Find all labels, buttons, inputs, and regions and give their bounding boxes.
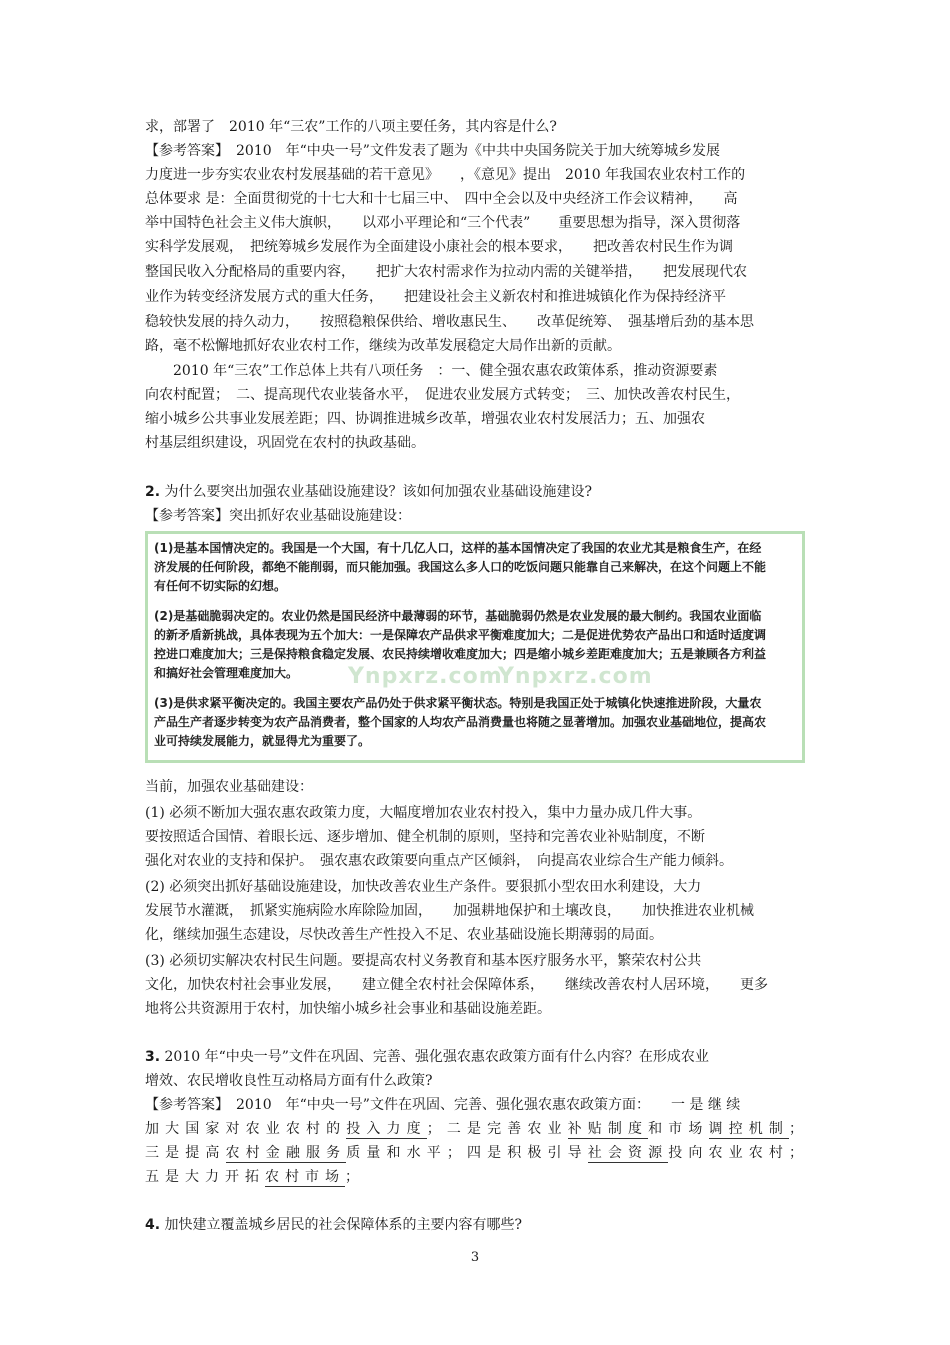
- q3-question: [145, 1046, 805, 1068]
- page-number: 3: [470, 1250, 480, 1265]
- q3-text: 五是大力开拓: [145, 1169, 265, 1185]
- q3-text: 三是提高: [145, 1145, 226, 1161]
- q2-question-text: 为什么要突出加强农业基础设施建设？该如何加强农业基础设施建设?: [164, 484, 593, 500]
- q1-answer-line: 实科学发展观， 把统筹城乡发展作为全面建设小康社会的根本要求， 把改善农村民生作为调: [145, 239, 733, 255]
- q4-number: 4.: [145, 1217, 161, 1233]
- watermark: Ynpxrz.com: [348, 664, 503, 689]
- q2-measure-3-line: (3) 必须切实解决农村民生问题。要提高农村义务教育和基本医疗服务水平，繁荣农村公共: [145, 953, 702, 969]
- q3-text: 投向农业农村；: [668, 1145, 805, 1161]
- q2-now-heading: 当前，加强农业基础建设：: [145, 779, 313, 795]
- q2-measure-2-line: (2) 必须突出抓好基础设施建设，加快改善农业生产条件。要狠抓小型农田水利建设，大力: [145, 879, 702, 895]
- scan-paragraph-1-line: 有任何不切实际的幻想。: [154, 579, 287, 593]
- q1-tasks-line: 村基层组织建设，巩固党在农村的执政基础。: [145, 435, 425, 451]
- scan-paragraph-2-line: (2)是基础脆弱决定的。农业仍然是国民经济中最薄弱的环节，基础脆弱仍然是农业发展的最大制约。我国农业面临: [154, 609, 762, 623]
- q3-underlined-term: 社会资源: [587, 1145, 669, 1161]
- q3-question-line: 增效、农民增收良性互动格局方面有什么政策?: [145, 1073, 433, 1089]
- q2-number: 2.: [145, 484, 161, 500]
- q2-measure-3-line: 地将公共资源用于农村，加快缩小城乡社会事业和基础设施差距。: [145, 1001, 551, 1017]
- q1-tasks-line: 缩小城乡公共事业发展差距；四、协调推进城乡改革，增强农业农村发展活力；五、加强农: [145, 411, 705, 427]
- q2-measure-2-line: 化，继续加强生态建设，尽快改善生产性投入不足、农业基础设施长期薄弱的局面。: [145, 927, 663, 943]
- q1-answer-line: 力度进一步夯实农业农村发展基础的若干意见》 ，《意见》提出 2010 年我国农业农村工作的: [145, 167, 746, 183]
- q3-text: ；: [345, 1169, 365, 1185]
- q1-question-tail: 求，部署了 2010 年“三农”工作的八项主要任务，其内容是什么?: [145, 119, 557, 135]
- q3-underlined-term: 调控机制: [708, 1121, 789, 1137]
- q1-answer-line: 路，毫不松懈地抓好农业农村工作，继续为改革发展稳定大局作出新的贡献。: [145, 338, 621, 354]
- q3-answer-line: [145, 1142, 805, 1164]
- q1-answer-line: 稳较快发展的持久动力， 按照稳粮保供给、增收惠民生、 改革促统筹、 强基增后劲的基本思: [145, 314, 754, 330]
- q3-underlined-term: 补贴制度: [567, 1121, 649, 1137]
- scan-paragraph-1-line: 济发展的任何阶段，都绝不能削弱，而只能加强。我国这么多人口的吃饭问题只能靠自己来解决，在这个问题上不能: [154, 560, 767, 574]
- scan-paragraph-2-line: 控进口难度加大；三是保持粮食稳定发展、农民持续增收难度加大；四是缩小城乡差距难度加大；五是兼顾各方利益: [154, 647, 767, 661]
- q4-question-text: 加快建立覆盖城乡居民的社会保障体系的主要内容有哪些?: [164, 1217, 523, 1233]
- q4-question: [145, 1214, 805, 1236]
- q3-text: ；: [789, 1121, 805, 1137]
- q1-answer-line: 业作为转变经济发展方式的重大任务， 把建设社会主义新农村和推进城镇化作为保持经济平: [145, 289, 726, 305]
- q3-answer-line: [145, 1166, 805, 1188]
- q3-underlined-term: 农村金融服务: [225, 1145, 347, 1161]
- q1-tasks-line: 向农村配置； 二、提高现代农业装备水平， 促进农业发展方式转变； 三、加快改善农村民生，: [145, 387, 740, 403]
- q3-answer-line: [145, 1118, 805, 1140]
- q1-answer-line: 【参考答案】 2010 年“中央一号”文件发表了题为《中共中央国务院关于加大统筹城乡发展: [145, 143, 720, 159]
- scan-paragraph-2-line: 的新矛盾新挑战，具体表现为五个加大：一是保障农产品供求平衡难度加大；二是促进优势农产品出口和适时适度调: [154, 628, 767, 642]
- q1-answer-line: 整国民收入分配格局的重要内容， 把扩大农村需求作为拉动内需的关键举措， 把发展现代农: [145, 264, 747, 280]
- scan-paragraph-2-line: 和搞好社会管理难度加大。: [154, 666, 299, 680]
- q1-answer-line: 总体要求 是：全面贯彻党的十七大和十七届三中、 四中全会以及中央经济工作会议精神， 高: [145, 191, 738, 207]
- q3-text: 质量和水平；四是积极引导: [346, 1145, 588, 1161]
- q2-question: [145, 481, 805, 503]
- q1-tasks-line: 2010 年“三农”工作总体上共有八项任务 ：一、健全强农惠农政策体系，推动资源要素: [145, 363, 718, 379]
- q3-text: 和市场: [648, 1121, 709, 1137]
- scan-paragraph-1-line: (1)是基本国情决定的。我国是一个大国，有十几亿人口，这样的基本国情决定了我国的农业尤其是粮食生产，在经: [154, 541, 762, 555]
- q2-measure-1-line: (1) 必须不断加大强农惠农政策力度，大幅度增加农业农村投入，集中力量办成几件大事。: [145, 805, 702, 821]
- q3-answer-line: 【参考答案】 2010 年“中央一号”文件在巩固、完善、强化强农惠农政策方面： 一 是 继 续: [145, 1097, 741, 1113]
- scan-paragraph-3-line: 产品生产者逐步转变为农产品消费者，整个国家的人均农产品消费量也将随之显著增加。加强农业基础地位，提高农: [154, 715, 767, 729]
- q3-question-text: 2010 年“中央一号”文件在巩固、完善、强化强农惠农政策方面有什么内容？在形成农业: [164, 1049, 709, 1065]
- q3-text: 加大国家对农业农村的: [145, 1121, 347, 1137]
- q2-measure-2-line: 发展节水灌溉， 抓紧实施病险水库除险加固， 加强耕地保护和土壤改良， 加快推进农业机械: [145, 903, 754, 919]
- q2-measure-1-line: 强化对农业的支持和保护。 强农惠农政策要向重点产区倾斜， 向提高农业综合生产能力倾斜。: [145, 853, 733, 869]
- q3-number: 3.: [145, 1049, 161, 1065]
- q3-underlined-term: 农村市场: [265, 1169, 345, 1185]
- q2-measure-3-line: 文化，加快农村社会事业发展， 建立健全农村社会保障体系， 继续改善农村人居环境， 更多: [145, 977, 768, 993]
- scanned-excerpt-image: [145, 531, 805, 763]
- q3-text: ；二是完善农业: [426, 1121, 568, 1137]
- q2-measure-1-line: 要按照适合国情、着眼长远、逐步增加、健全机制的原则，坚持和完善农业补贴制度，不断: [145, 829, 705, 845]
- q2-answer-heading: 【参考答案】突出抓好农业基础设施建设：: [145, 508, 411, 524]
- q3-underlined-term: 投入力度: [346, 1121, 427, 1137]
- scan-paragraph-3-line: 业可持续发展能力，就显得尤为重要了。: [154, 734, 371, 748]
- watermark: Ynpxrz.com: [498, 664, 653, 689]
- scan-paragraph-3-line: (3)是供求紧平衡决定的。我国主要农产品仍处于供求紧平衡状态。特别是我国正处于城镇化快速推进阶段，大量农: [154, 696, 762, 710]
- q1-answer-line: 举中国特色社会主义伟大旗帜， 以邓小平理论和“三个代表” 重要思想为指导，深入贯彻落: [145, 215, 741, 231]
